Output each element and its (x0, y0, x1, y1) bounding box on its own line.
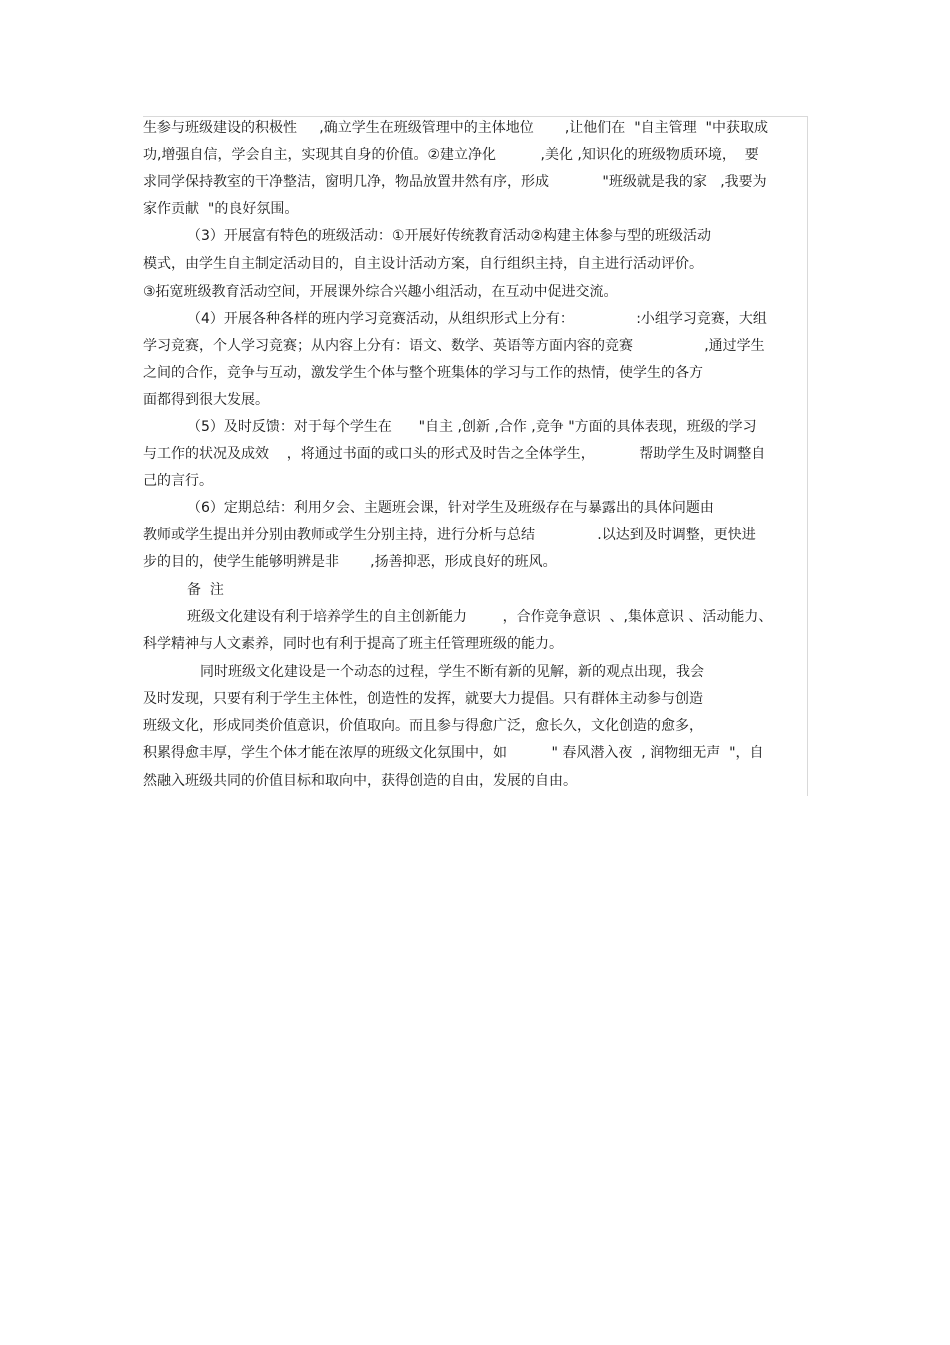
text-line: 求同学保持教室的干净整洁，窗明几净，物品放置井然有序，形成 "班级就是我的家 ,我要为 (143, 174, 767, 190)
text-line: 同时班级文化建设是一个动态的过程，学生不断有新的见解，新的观点出现，我会 (200, 664, 704, 680)
text-line: 学习竞赛，个人学习竞赛；从内容上分有：语文、数学、英语等方面内容的竞赛 ,通过学生 (143, 338, 765, 354)
paragraph-3-heading: （3）开展富有特色的班级活动：①开展好传统教育活动②构建主体参与型的班级活动 (187, 228, 712, 244)
text-line: 步的目的，使学生能够明辨是非 ,扬善抑恶，形成良好的班风。 (143, 554, 557, 570)
text-line: 己的言行。 (143, 473, 213, 489)
text-line: 家作贡献 "的良好氛围。 (143, 201, 299, 217)
text-line: ③拓宽班级教育活动空间，开展课外综合兴趣小组活动，在互动中促进交流。 (143, 284, 618, 300)
text-line: 功,增强自信，学会自主，实现其自身的价值。②建立净化 ,美化 ,知识化的班级物质环境， 要 (143, 147, 759, 163)
text-line: 与工作的状况及成效 ，将通过书面的或口头的形式及时告之全体学生， 帮助学生及时调整自 (143, 446, 766, 462)
paragraph-6-heading: （6）定期总结：利用夕会、主题班会课，针对学生及班级存在与暴露出的具体问题由 (187, 500, 714, 516)
text-line: 面都得到很大发展。 (143, 392, 269, 408)
text-line: 及时发现，只要有利于学生主体性，创造性的发挥，就要大力提倡。只有群体主动参与创造 (143, 691, 703, 707)
notes-heading: 备 注 (187, 582, 224, 598)
text-line: 班级文化，形成同类价值意识，价值取向。而且参与得愈广泛，愈长久，文化创造的愈多， (143, 718, 703, 734)
text-line: 然融入班级共同的价值目标和取向中，获得创造的自由，发展的自由。 (143, 773, 577, 789)
text-line: 模式，由学生自主制定活动目的，自主设计活动方案，自行组织主持，自主进行活动评价。 (143, 256, 703, 272)
text-line: 生参与班级建设的积极性 ,确立学生在班级管理中的主体地位 ,让他们在 "自主管理 "中获取成 (143, 120, 768, 136)
text-line: 教师或学生提出并分别由教师或学生分别主持，进行分析与总结 .以达到及时调整，更快进 (143, 527, 756, 543)
paragraph-5-heading: （5）及时反馈：对于每个学生在 "自主 ,创新 ,合作 ,竞争 "方面的具体表现，班级的学习 (187, 419, 757, 435)
text-line: 积累得愈丰厚，学生个体才能在浓厚的班级文化氛围中，如 " 春风潜入夜 , 润物细无声 "，自 (143, 745, 764, 761)
paragraph-4-heading: （4）开展各种各样的班内学习竞赛活动，从组织形式上分有： :小组学习竞赛，大组 (187, 311, 767, 327)
text-line: 科学精神与人文素养，同时也有利于提高了班主任管理班级的能力。 (143, 636, 563, 652)
text-line: 班级文化建设有利于培养学生的自主创新能力 ，合作竞争意识 、,集体意识 、活动能力、 (187, 609, 773, 625)
text-line: 之间的合作，竞争与互动，激发学生个体与整个班集体的学习与工作的热情，使学生的各方 (143, 365, 703, 381)
